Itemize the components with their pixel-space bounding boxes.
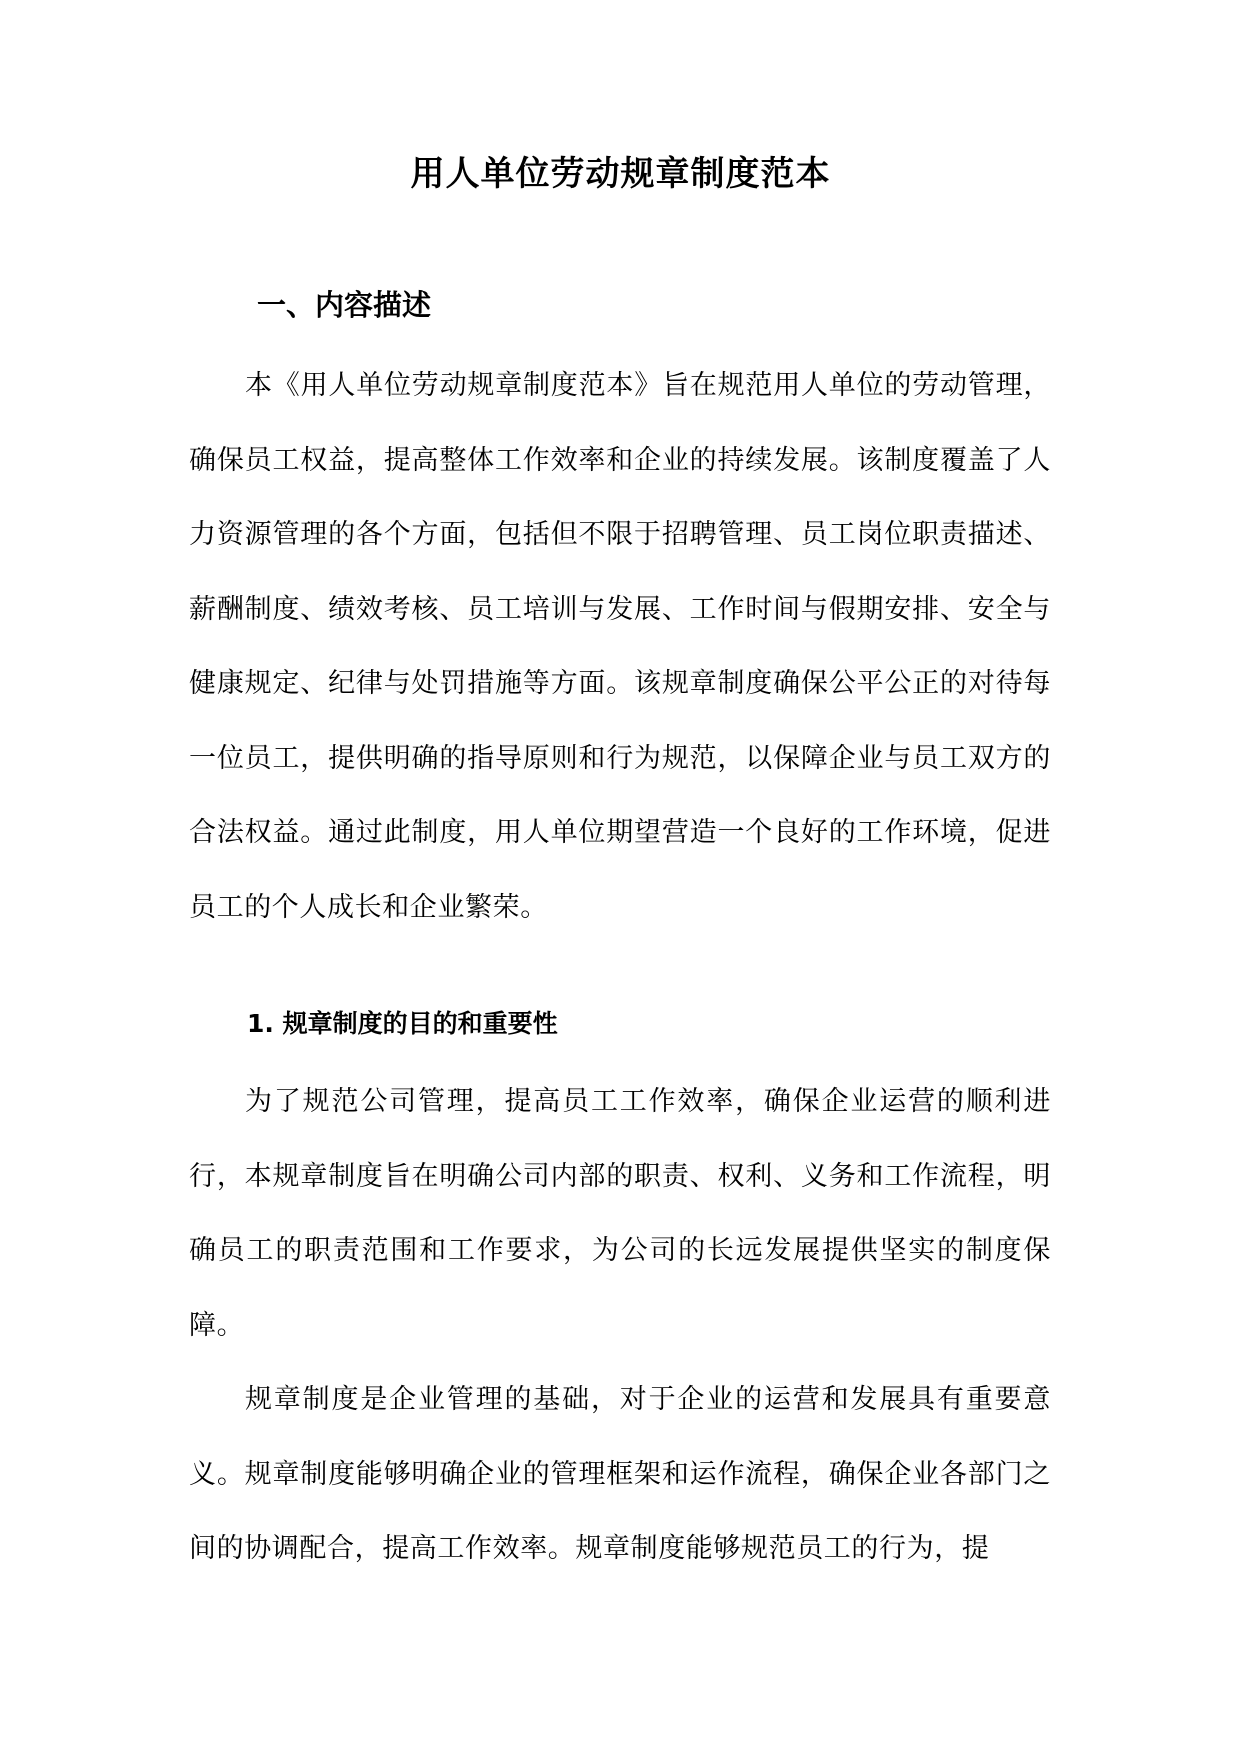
document-title: 用人单位劳动规章制度范本: [410, 154, 831, 194]
paragraph-purpose: 为了规范公司管理，提高员工工作效率，确保企业运营的顺利进行，本规章制度旨在明确公司内部的职责、权利、义务和工作流程，明确员工的职责范围和工作要求，为公司的长远发展提供坚实的制度保障。: [189, 1086, 1051, 1341]
paragraph-content-description: 本《用人单位劳动规章制度范本》旨在规范用人单位的劳动管理，确保员工权益，提高整体工作效率和企业的持续发展。该制度覆盖了人力资源管理的各个方面，包括但不限于招聘管理、员工岗位职责描述、薪酬制度、绩效考核、员工培训与发展、工作时间与假期安排、安全与健康规定、纪律与处罚措施等方面。该规章制度确保公平公正的对待每一位员工，提供明确的指导原则和行为规范，以保障企业与员工双方的合法权益。通过此制度，用人单位期望营造一个良好的工作环境，促进员工的个人成长和企业繁荣。: [189, 370, 1051, 923]
paragraph-importance: 规章制度是企业管理的基础，对于企业的运营和发展具有重要意义。规章制度能够明确企业的管理框架和运作流程，确保企业各部门之间的协调配合，提高工作效率。规章制度能够规范员工的行为，提: [189, 1384, 1051, 1564]
section-heading-content-description: 一、内容描述: [257, 288, 432, 322]
subsection-heading-purpose: 1. 规章制度的目的和重要性: [247, 1009, 558, 1038]
